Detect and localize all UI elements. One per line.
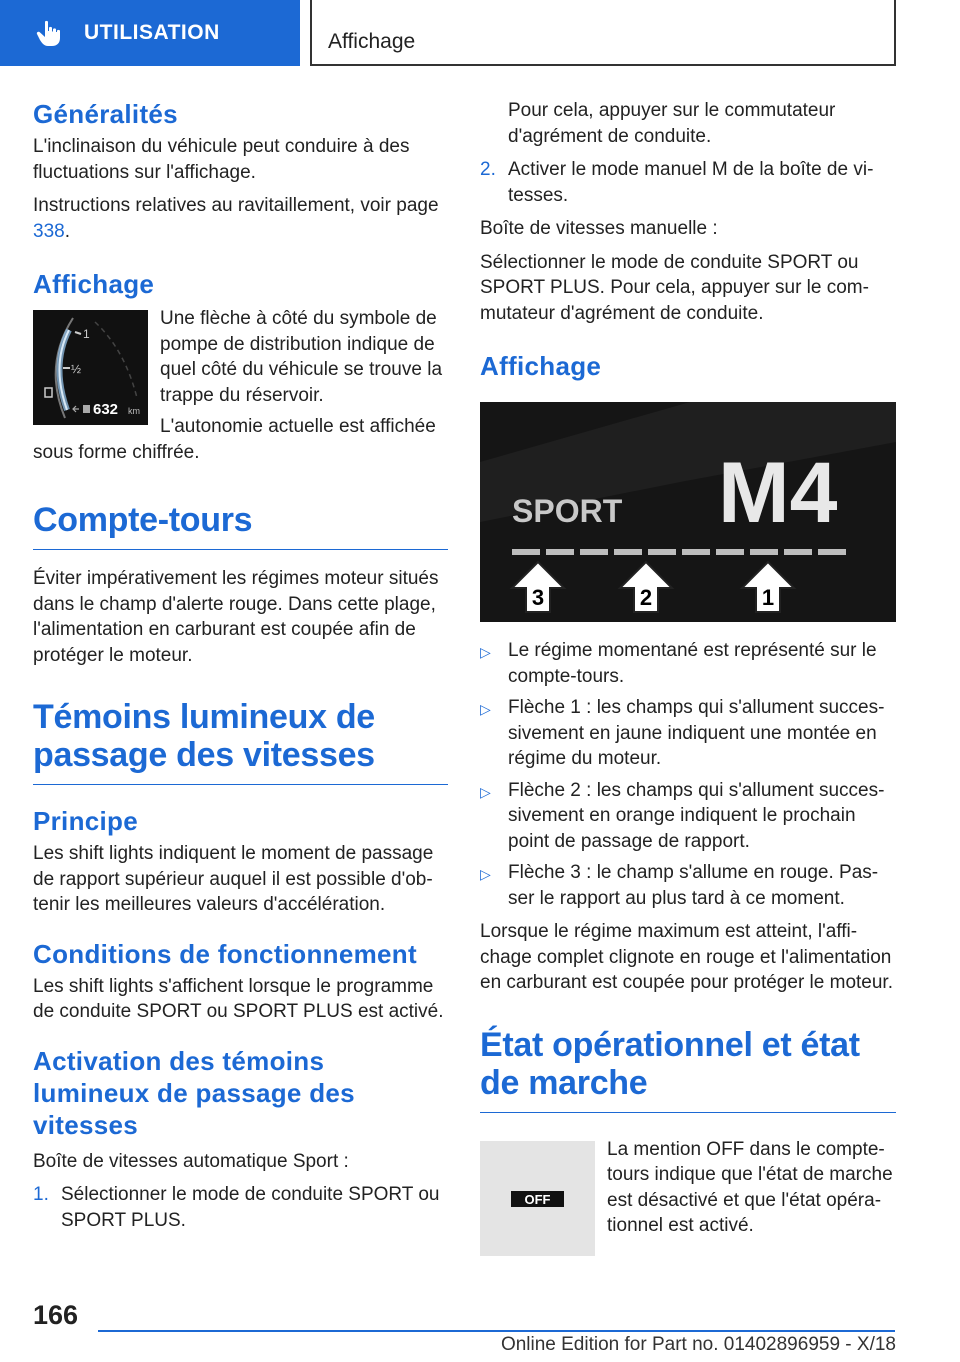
generalites-p2-end: . bbox=[64, 220, 70, 242]
hand-pointer-icon bbox=[34, 18, 64, 48]
shift-field bbox=[512, 549, 540, 555]
shift-field bbox=[682, 549, 710, 555]
gauge-full-mark: 1 bbox=[83, 327, 90, 341]
header-title-box bbox=[310, 0, 896, 66]
manual-label: Boîte de vitesses manuelle : bbox=[480, 218, 718, 239]
footer-divider bbox=[98, 1330, 895, 1332]
edition-note: Online Edition for Part no. 01402896959 - X/18 bbox=[500, 1334, 896, 1355]
compte-tours-paragraph: Éviter impérativement les régimes moteur situés dans le champ d'alerte rouge. Dans cette plage, l'alimentation en carburant est coupée afin de protéger le moteur. bbox=[33, 568, 439, 666]
bullet-triangle-icon: ▷ bbox=[480, 644, 491, 660]
shift-field bbox=[648, 549, 676, 555]
off-indicator-image bbox=[480, 1141, 595, 1256]
section-tab bbox=[0, 0, 300, 66]
fuel-gauge-image bbox=[33, 310, 148, 425]
heading-affichage-shift: Affichage bbox=[480, 351, 602, 381]
affichage-fuel-text-2: L'autonomie actuelle est affichée sous forme chiffrée. bbox=[33, 416, 436, 463]
affichage-fuel-block bbox=[33, 306, 448, 465]
affichage-fuel-text-1: Une flèche à côté du symbole de pompe de distribution indique de quel côté du véhicule se trouve la trappe du réservoir. bbox=[160, 308, 443, 406]
generalites-paragraph-2 bbox=[33, 193, 448, 244]
right-column bbox=[480, 98, 896, 1256]
heading-affichage-fuel: Affichage bbox=[33, 269, 155, 299]
conditions-paragraph: Les shift lights s'affichent lorsque le programme de conduite SPORT ou SPORT PLUS est activé. bbox=[33, 975, 444, 1022]
activation-paragraph: Boîte de vitesses automatique Sport : bbox=[33, 1150, 349, 1172]
gauge-range-unit: km bbox=[128, 406, 140, 416]
heading-conditions: Conditions de fonctionnement bbox=[33, 938, 417, 969]
step-1-number: 1. bbox=[33, 1184, 49, 1205]
heading-generalites: Généralités bbox=[33, 99, 178, 129]
display-gear-text: M4 bbox=[718, 445, 838, 541]
bullet-text: Flèche 3 : le champ s'allume en rouge. Passer le rapport au plus tard à ce moment. bbox=[508, 862, 879, 909]
bullet-triangle-icon: ▷ bbox=[480, 701, 491, 717]
principe-paragraph: Les shift lights indiquent le moment de passage de rapport supérieur auquel il est possible d'obtenir les meilleures valeurs d'accélération. bbox=[33, 843, 434, 915]
step-1-text: Sélectionner le mode de conduite SPORT ou SPORT PLUS. bbox=[61, 1184, 440, 1231]
arrow-2-label: 2 bbox=[639, 585, 653, 610]
page-number: 166 bbox=[33, 1300, 79, 1330]
shift-field bbox=[546, 549, 574, 555]
heading-etat: État opérationnel et état de marche bbox=[480, 1026, 896, 1113]
shift-field bbox=[716, 549, 744, 555]
manual-paragraph: Sélectionner le mode de conduite SPORT ou SPORT PLUS. Pour cela, appuyer sur le commutateur d'agrément de conduite. bbox=[480, 251, 869, 324]
heading-activation: Activation des témoins lumineux de passage des vitesses bbox=[33, 1045, 355, 1140]
list-item bbox=[480, 860, 896, 911]
gauge-half-mark: ½ bbox=[71, 362, 82, 376]
generalites-p2-text: Instructions relatives au ravitaillement, voir page bbox=[33, 195, 439, 216]
max-rpm-paragraph: Lorsque le régime maximum est atteint, l'affichage complet clignote en rouge et l'alimentation en carburant est coupée pour protéger le moteur. bbox=[480, 921, 893, 993]
section-label: UTILISATION bbox=[84, 21, 220, 44]
left-column bbox=[33, 98, 448, 1233]
step-1-continued: Pour cela, appuyer sur le commutateur d'agrément de conduite. bbox=[508, 100, 836, 147]
bullet-triangle-icon: ▷ bbox=[480, 783, 491, 800]
bullet-text: Flèche 2 : les champs qui s'allument successivement en orange indiquent le prochain point de passage de rapport. bbox=[508, 779, 885, 852]
generalites-paragraph-1: L'inclinaison du véhicule peut conduire à des fluctuations sur l'affichage. bbox=[33, 136, 410, 183]
off-badge-text: OFF bbox=[524, 1191, 551, 1207]
etat-block bbox=[480, 1137, 896, 1256]
bullet-text: Le régime momentané est représenté sur le compte-tours. bbox=[508, 640, 877, 687]
gauge-range-value: 632 bbox=[93, 401, 119, 418]
shift-field bbox=[784, 549, 812, 555]
list-item bbox=[480, 638, 896, 689]
shift-field bbox=[818, 549, 846, 555]
page-reference-link[interactable]: 338 bbox=[33, 220, 65, 242]
shift-field bbox=[614, 549, 642, 555]
bullet-text: Flèche 1 : les champs qui s'allument successivement en jaune indiquent une montée en régime du moteur. bbox=[508, 697, 885, 769]
page-title: Affichage bbox=[328, 30, 416, 53]
etat-paragraph: La mention OFF dans le compte-tours indique que l'état de marche est désactivé et que l'état opérationnel est activé. bbox=[607, 1138, 893, 1236]
bullet-triangle-icon: ▷ bbox=[480, 866, 491, 882]
step-1 bbox=[33, 1182, 448, 1233]
bullet-list bbox=[480, 638, 896, 911]
heading-compte-tours: Compte-tours bbox=[33, 501, 448, 550]
display-mode-text: SPORT bbox=[512, 493, 623, 529]
shift-lights-image bbox=[480, 402, 896, 622]
arrow-3-label: 3 bbox=[531, 585, 545, 610]
list-item bbox=[480, 695, 896, 772]
list-item bbox=[480, 778, 896, 855]
step-2-number: 2. bbox=[480, 159, 496, 180]
step-2 bbox=[480, 157, 896, 208]
heading-principe: Principe bbox=[33, 806, 138, 836]
shift-field bbox=[580, 549, 608, 555]
step-2-text: Activer le mode manuel M de la boîte de vitesses. bbox=[508, 159, 874, 206]
shift-field bbox=[750, 549, 778, 555]
arrow-1-label: 1 bbox=[761, 585, 775, 610]
heading-temoins: Témoins lumineux de passage des vitesses bbox=[33, 698, 448, 785]
